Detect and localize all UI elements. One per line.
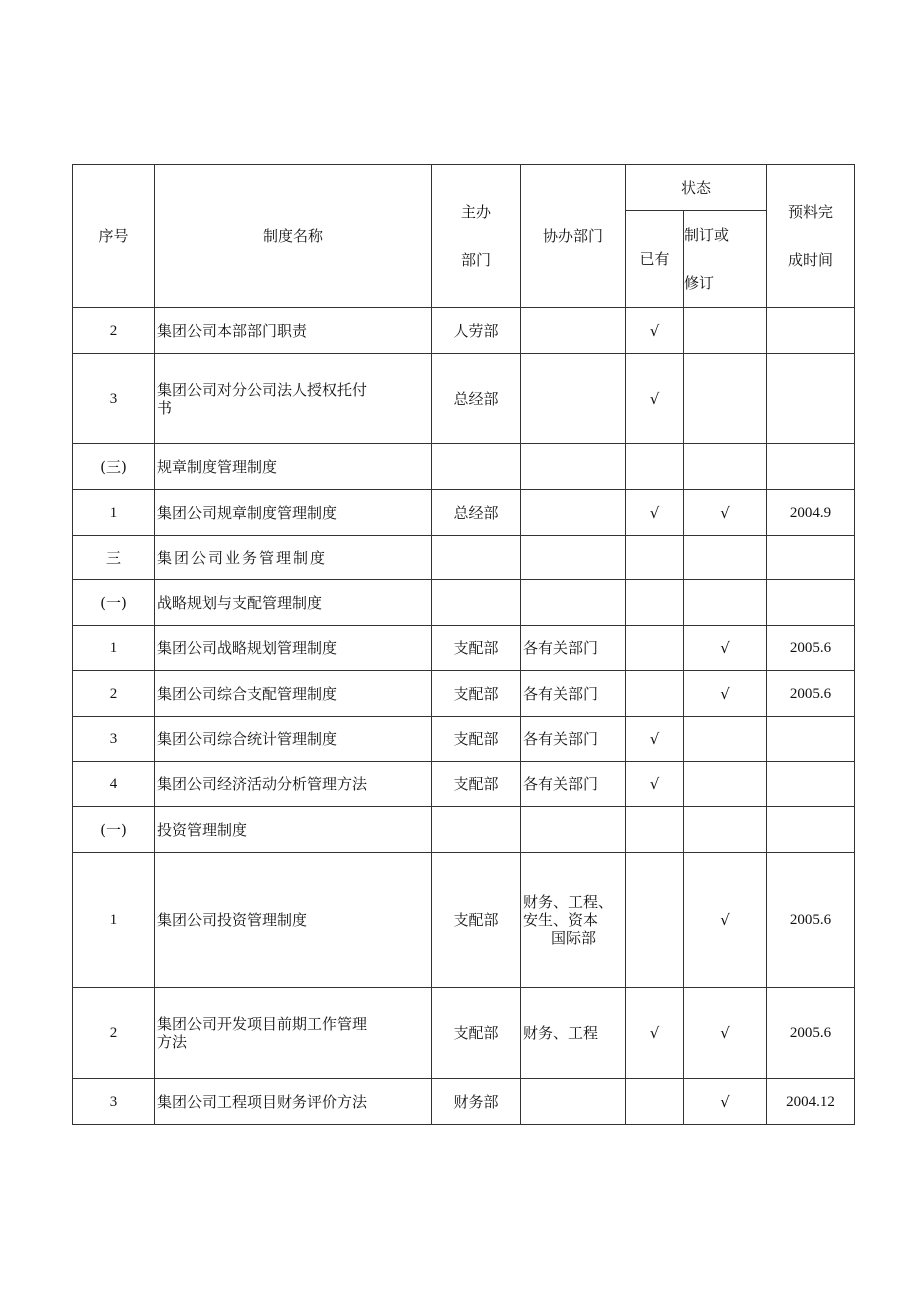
row-time: 2005.6	[767, 853, 855, 988]
row-seq: 3	[73, 1079, 155, 1125]
row-seq: 1	[73, 853, 155, 988]
row-name: 集团公司工程项目财务评价方法	[155, 1079, 432, 1125]
row-existing: √	[626, 354, 684, 444]
row-revise	[684, 308, 767, 354]
header-time	[767, 165, 855, 308]
row-existing: √	[626, 717, 684, 762]
row-time	[767, 308, 855, 354]
row-name-line2: 书	[157, 398, 173, 417]
row-existing	[626, 853, 684, 988]
row-seq: 1	[73, 626, 155, 671]
row-existing	[626, 1079, 684, 1125]
row-name: 战略规划与支配管理制度	[155, 580, 432, 626]
regulation-table	[72, 164, 855, 1125]
row-existing: √	[626, 988, 684, 1079]
row-seq: 1	[73, 490, 155, 536]
row-main-dept: 总经部	[432, 490, 521, 536]
header-coop-dept: 协办部门	[521, 165, 626, 308]
row-time: 2005.6	[767, 626, 855, 671]
row-time	[767, 717, 855, 762]
row-revise: √	[684, 853, 767, 988]
header-main-dept	[432, 165, 521, 308]
row-seq: 2	[73, 988, 155, 1079]
row-seq: 2	[73, 671, 155, 717]
row-name: 集团公司综合统计管理制度	[155, 717, 432, 762]
row-existing: √	[626, 762, 684, 807]
row-name	[155, 988, 432, 1079]
row-main-dept: 财务部	[432, 1079, 521, 1125]
row-coop-line1: 财务、工程、	[523, 893, 614, 911]
row-main-dept: 支配部	[432, 626, 521, 671]
row-main-dept: 支配部	[432, 762, 521, 807]
row-name-line1: 集团公司开发项目前期工作管理	[157, 1015, 368, 1033]
row-name: 集团公司规章制度管理制度	[155, 490, 432, 536]
row-existing: √	[626, 308, 684, 354]
row-name	[155, 354, 432, 444]
row-seq: 3	[73, 717, 155, 762]
table-row	[73, 490, 855, 536]
header-revise-line2: 修订	[684, 274, 715, 292]
section-row	[73, 444, 855, 490]
row-seq: 2	[73, 308, 155, 354]
header-existing: 已有	[626, 211, 684, 308]
header-time-line2: 成时间	[788, 251, 834, 269]
row-revise: √	[684, 1079, 767, 1125]
row-time	[767, 354, 855, 444]
row-coop-dept: 各有关部门	[521, 717, 626, 762]
row-name: 集团公司战略规划管理制度	[155, 626, 432, 671]
row-time: 2005.6	[767, 671, 855, 717]
header-seq: 序号	[73, 165, 155, 308]
row-name-line2: 方法	[157, 1033, 188, 1051]
row-time: 2004.12	[767, 1079, 855, 1125]
table-row	[73, 308, 855, 354]
row-main-dept: 总经部	[432, 354, 521, 444]
row-seq: (一)	[73, 580, 155, 626]
row-revise	[684, 354, 767, 444]
header-time-line1: 预料完	[788, 203, 834, 221]
header-name: 制度名称	[155, 165, 432, 308]
section-row	[73, 580, 855, 626]
row-coop-dept: 各有关部门	[521, 671, 626, 717]
row-seq: 3	[73, 354, 155, 444]
row-seq: (一)	[73, 807, 155, 853]
row-revise: √	[684, 626, 767, 671]
row-seq: (三)	[73, 444, 155, 490]
row-revise: √	[684, 490, 767, 536]
row-existing	[626, 671, 684, 717]
row-coop-dept: 各有关部门	[521, 626, 626, 671]
row-revise: √	[684, 988, 767, 1079]
row-name-line1: 集团公司对分公司法人授权托付	[157, 380, 368, 399]
section-row	[73, 807, 855, 853]
row-main-dept: 支配部	[432, 988, 521, 1079]
row-coop-dept	[521, 853, 626, 988]
row-time: 2004.9	[767, 490, 855, 536]
row-name: 集团公司经济活动分析管理方法	[155, 762, 432, 807]
table-row	[73, 626, 855, 671]
row-time	[767, 762, 855, 807]
row-existing	[626, 626, 684, 671]
row-seq: 4	[73, 762, 155, 807]
row-main-dept: 支配部	[432, 853, 521, 988]
row-coop-dept	[521, 308, 626, 354]
row-coop-line3: 国际部	[551, 929, 597, 947]
table-row	[73, 717, 855, 762]
row-name: 集团公司投资管理制度	[155, 853, 432, 988]
row-revise: √	[684, 671, 767, 717]
header-main-dept-line1: 主办	[460, 203, 491, 221]
row-coop-dept	[521, 490, 626, 536]
header-revise-line1: 制订或	[684, 226, 730, 244]
table-row	[73, 671, 855, 717]
row-main-dept: 支配部	[432, 671, 521, 717]
row-coop-dept: 各有关部门	[521, 762, 626, 807]
row-name: 规章制度管理制度	[155, 444, 432, 490]
row-name: 集团公司综合支配管理制度	[155, 671, 432, 717]
row-main-dept: 支配部	[432, 717, 521, 762]
header-status: 状态	[626, 165, 767, 211]
row-coop-dept: 财务、工程	[521, 988, 626, 1079]
row-coop-dept	[521, 354, 626, 444]
table-row	[73, 1079, 855, 1125]
header-revise	[684, 211, 767, 308]
row-main-dept: 人劳部	[432, 308, 521, 354]
row-seq: 三	[73, 536, 155, 580]
row-revise	[684, 762, 767, 807]
row-revise	[684, 717, 767, 762]
table-row	[73, 853, 855, 988]
section-row	[73, 536, 855, 580]
row-name: 集团公司本部部门职责	[155, 308, 432, 354]
table-row	[73, 354, 855, 444]
row-name: 投资管理制度	[155, 807, 432, 853]
header-main-dept-line2: 部门	[460, 251, 491, 269]
row-name: 集团公司业务管理制度	[155, 536, 432, 580]
row-coop-dept	[521, 1079, 626, 1125]
row-time: 2005.6	[767, 988, 855, 1079]
row-coop-line2: 安生、资本	[523, 911, 599, 929]
row-existing: √	[626, 490, 684, 536]
table-row	[73, 762, 855, 807]
table-row	[73, 988, 855, 1079]
